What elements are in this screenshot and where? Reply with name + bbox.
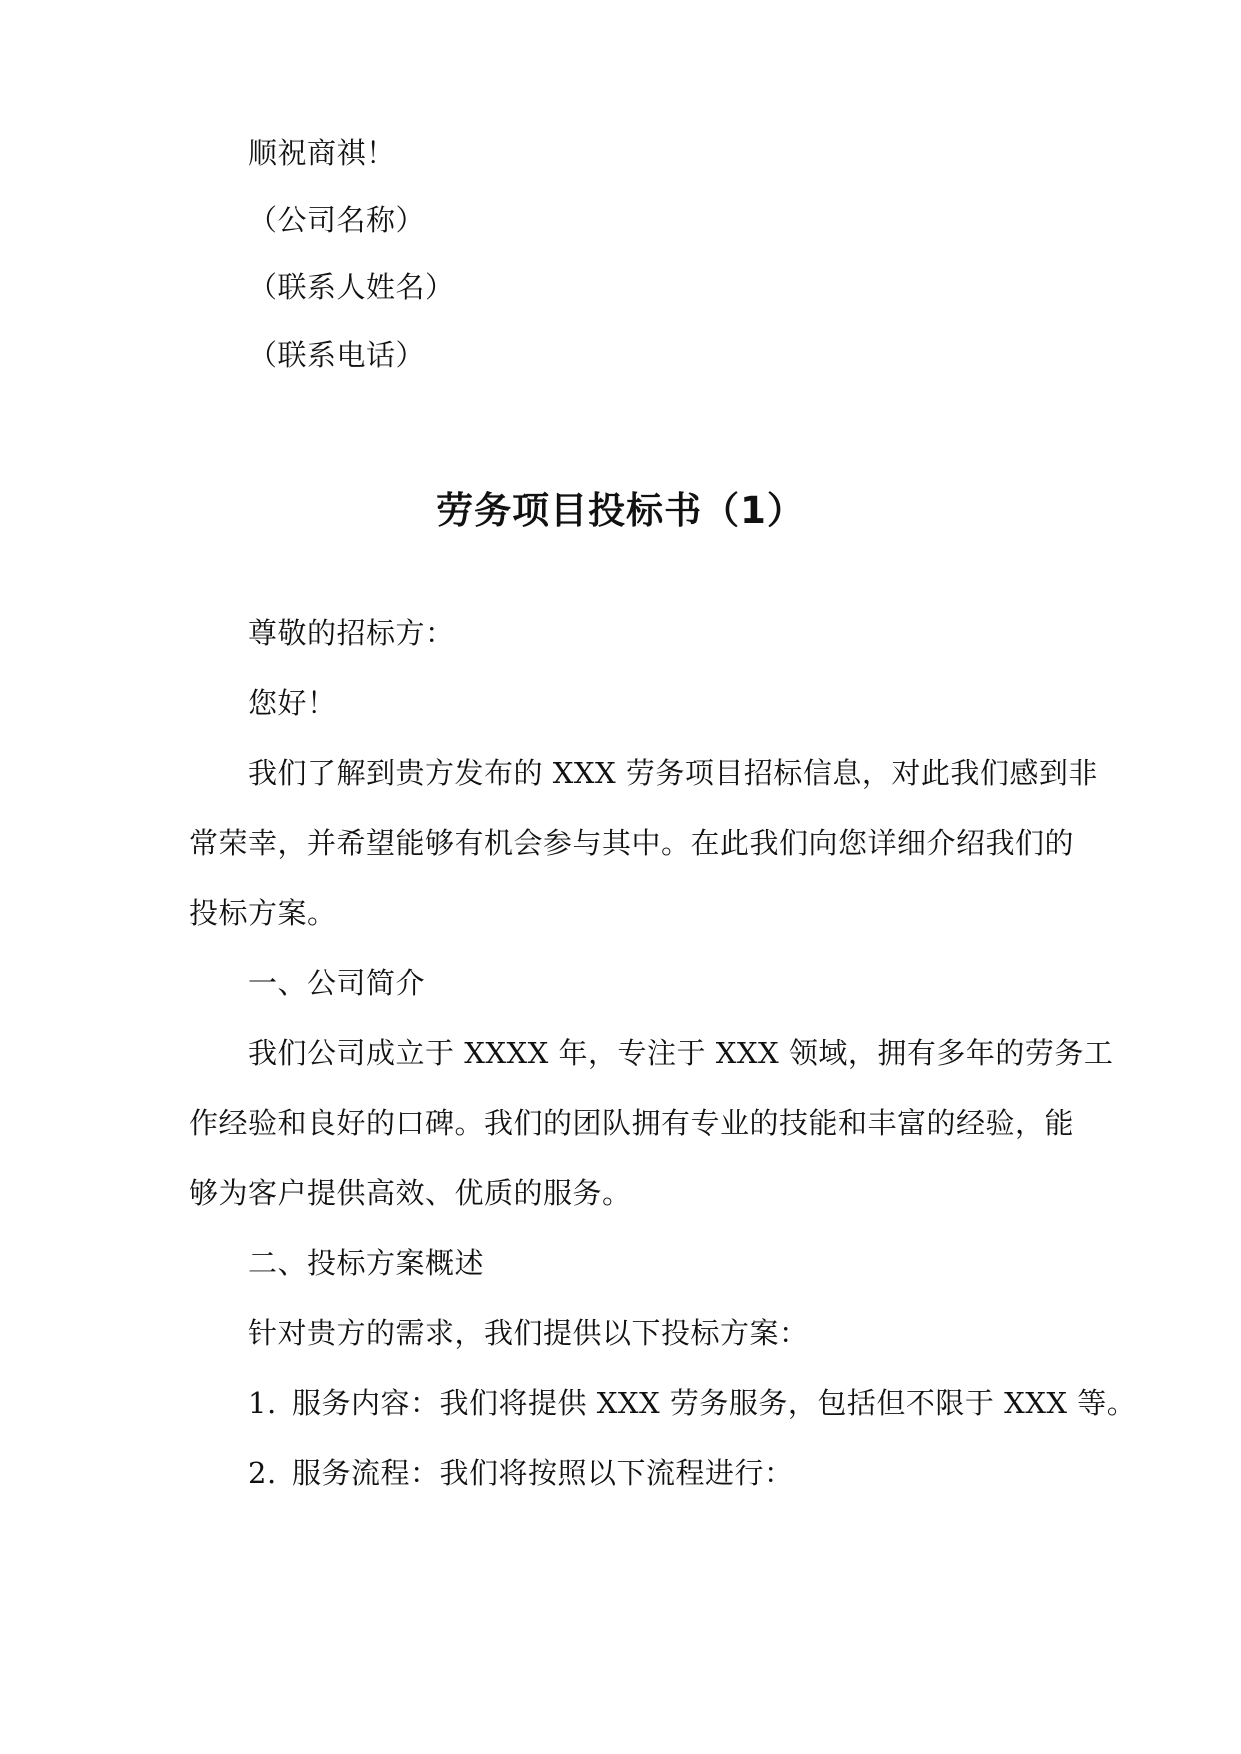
- list-item: [248, 1453, 1055, 1493]
- list-item-text: 服务流程：我们将按照以下流程进行：: [292, 1456, 794, 1490]
- company-intro-line-1: 我们公司成立于 XXXX 年，专注于 XXX 领域，拥有多年的劳务工: [248, 1036, 1114, 1070]
- list-item-text: 服务内容：我们将提供 XXX 劳务服务，包括但不限于 XXX 等。: [292, 1386, 1137, 1420]
- intro-paragraph-line-3: 投标方案。: [189, 896, 337, 930]
- hello-line: 您好！: [248, 686, 337, 720]
- intro-paragraph-line-1: 我们了解到贵方发布的 XXX 劳务项目招标信息，对此我们感到非: [248, 756, 1098, 790]
- intro-paragraph-line-2: 常荣幸，并希望能够有机会参与其中。在此我们向您详细介绍我们的: [189, 826, 1075, 860]
- closing-greeting: 顺祝商祺！: [248, 136, 396, 170]
- section-heading-company-intro: 一、公司简介: [248, 966, 426, 1000]
- list-item-number: 1.: [248, 1386, 277, 1420]
- company-name-placeholder: （公司名称）: [248, 203, 426, 237]
- section-heading-bid-overview: 二、投标方案概述: [248, 1246, 485, 1280]
- list-item: [248, 1383, 1137, 1423]
- list-item-number: 2.: [248, 1456, 277, 1490]
- document-title: 劳务项目投标书（1）: [436, 489, 805, 532]
- salutation: 尊敬的招标方：: [248, 616, 455, 650]
- bid-overview-lead: 针对贵方的需求，我们提供以下投标方案：: [248, 1316, 809, 1350]
- company-intro-line-2: 作经验和良好的口碑。我们的团队拥有专业的技能和丰富的经验，能: [189, 1106, 1075, 1140]
- contact-name-placeholder: （联系人姓名）: [248, 270, 455, 304]
- company-intro-line-3: 够为客户提供高效、优质的服务。: [189, 1176, 632, 1210]
- contact-phone-placeholder: （联系电话）: [248, 338, 426, 372]
